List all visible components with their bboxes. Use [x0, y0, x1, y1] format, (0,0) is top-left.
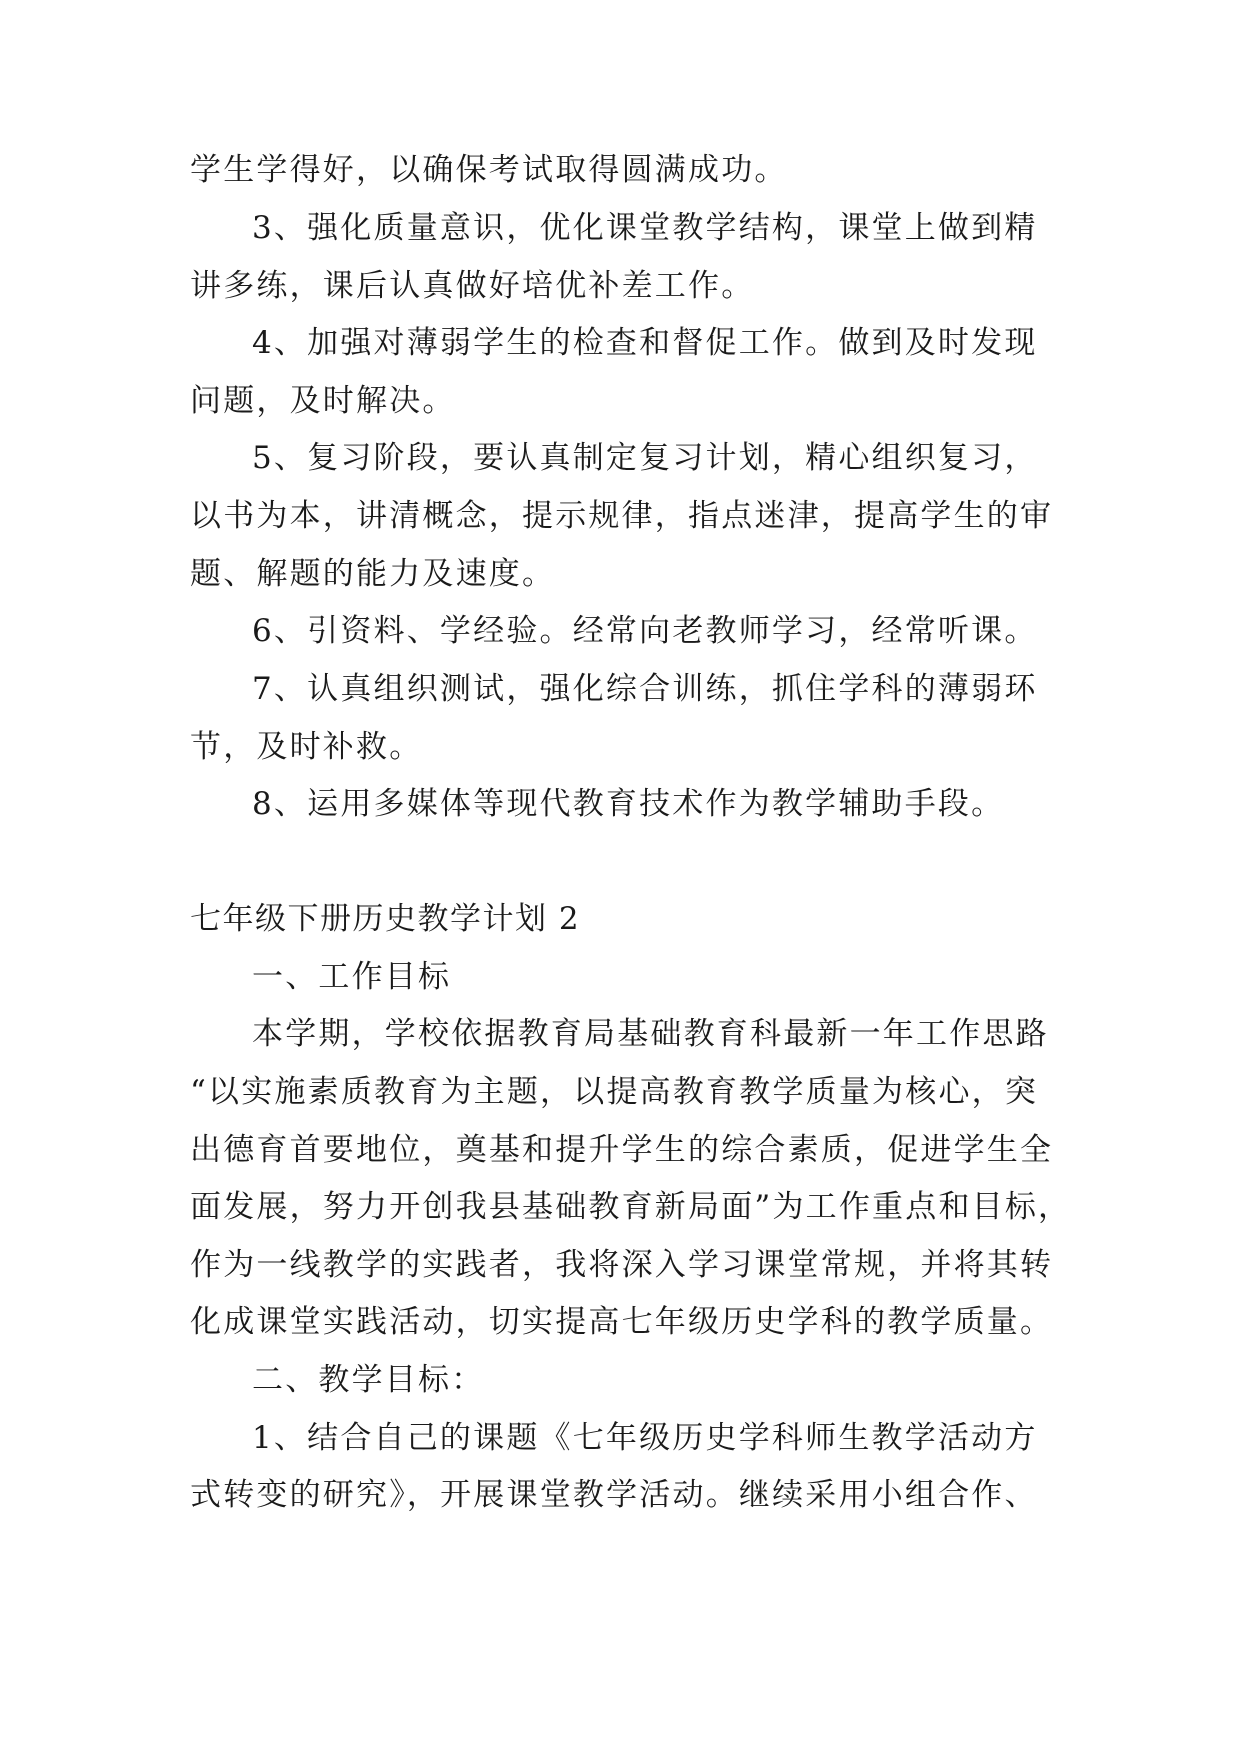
- paragraph-line: 节，及时补救。: [190, 729, 423, 765]
- paragraph-line: 问题，及时解决。: [190, 383, 456, 419]
- paragraph-line: 1、结合自己的课题《七年级历史学科师生教学活动方: [252, 1420, 1038, 1456]
- paragraph-line: 本学期，学校依据教育局基础教育科最新一年工作思路: [252, 1016, 1049, 1052]
- paragraph-line: 作为一线教学的实践者，我将深入学习课堂常规，并将其转: [190, 1247, 1054, 1283]
- paragraph-line: 4、加强对薄弱学生的检查和督促工作。做到及时发现: [252, 325, 1038, 361]
- paragraph-line: 8、运用多媒体等现代教育技术作为教学辅助手段。: [252, 786, 1005, 822]
- paragraph-line: 题、解题的能力及速度。: [190, 556, 556, 592]
- paragraph-line: 7、认真组织测试，强化综合训练，抓住学科的薄弱环: [252, 671, 1038, 707]
- section-title: 七年级下册历史教学计划 2: [190, 901, 581, 937]
- paragraph-line: 学生学得好，以确保考试取得圆满成功。: [190, 152, 788, 188]
- paragraph-line: 化成课堂实践活动，切实提高七年级历史学科的教学质量。: [190, 1304, 1054, 1340]
- paragraph-line: 6、引资料、学经验。经常向老教师学习，经常听课。: [252, 613, 1038, 649]
- paragraph-line: “以实施素质教育为主题，以提高教育教学质量为核心，突: [190, 1074, 1039, 1110]
- paragraph-line: 出德育首要地位，奠基和提升学生的综合素质，促进学生全: [190, 1132, 1054, 1168]
- paragraph-line: 以书为本，讲清概念，提示规律，指点迷津，提高学生的审: [190, 498, 1054, 534]
- paragraph-line: 5、复习阶段，要认真制定复习计划，精心组织复习，: [252, 440, 1038, 476]
- section-heading: 一、工作目标: [252, 959, 452, 995]
- section-heading: 二、教学目标：: [252, 1362, 485, 1398]
- paragraph-line: 式转变的研究》，开展课堂教学活动。继续采用小组合作、: [190, 1477, 1038, 1513]
- paragraph-line: 面发展，努力开创我县基础教育新局面”为工作重点和目标，: [190, 1189, 1072, 1225]
- paragraph-line: 3、强化质量意识，优化课堂教学结构，课堂上做到精: [252, 210, 1038, 246]
- paragraph-line: 讲多练，课后认真做好培优补差工作。: [190, 268, 755, 304]
